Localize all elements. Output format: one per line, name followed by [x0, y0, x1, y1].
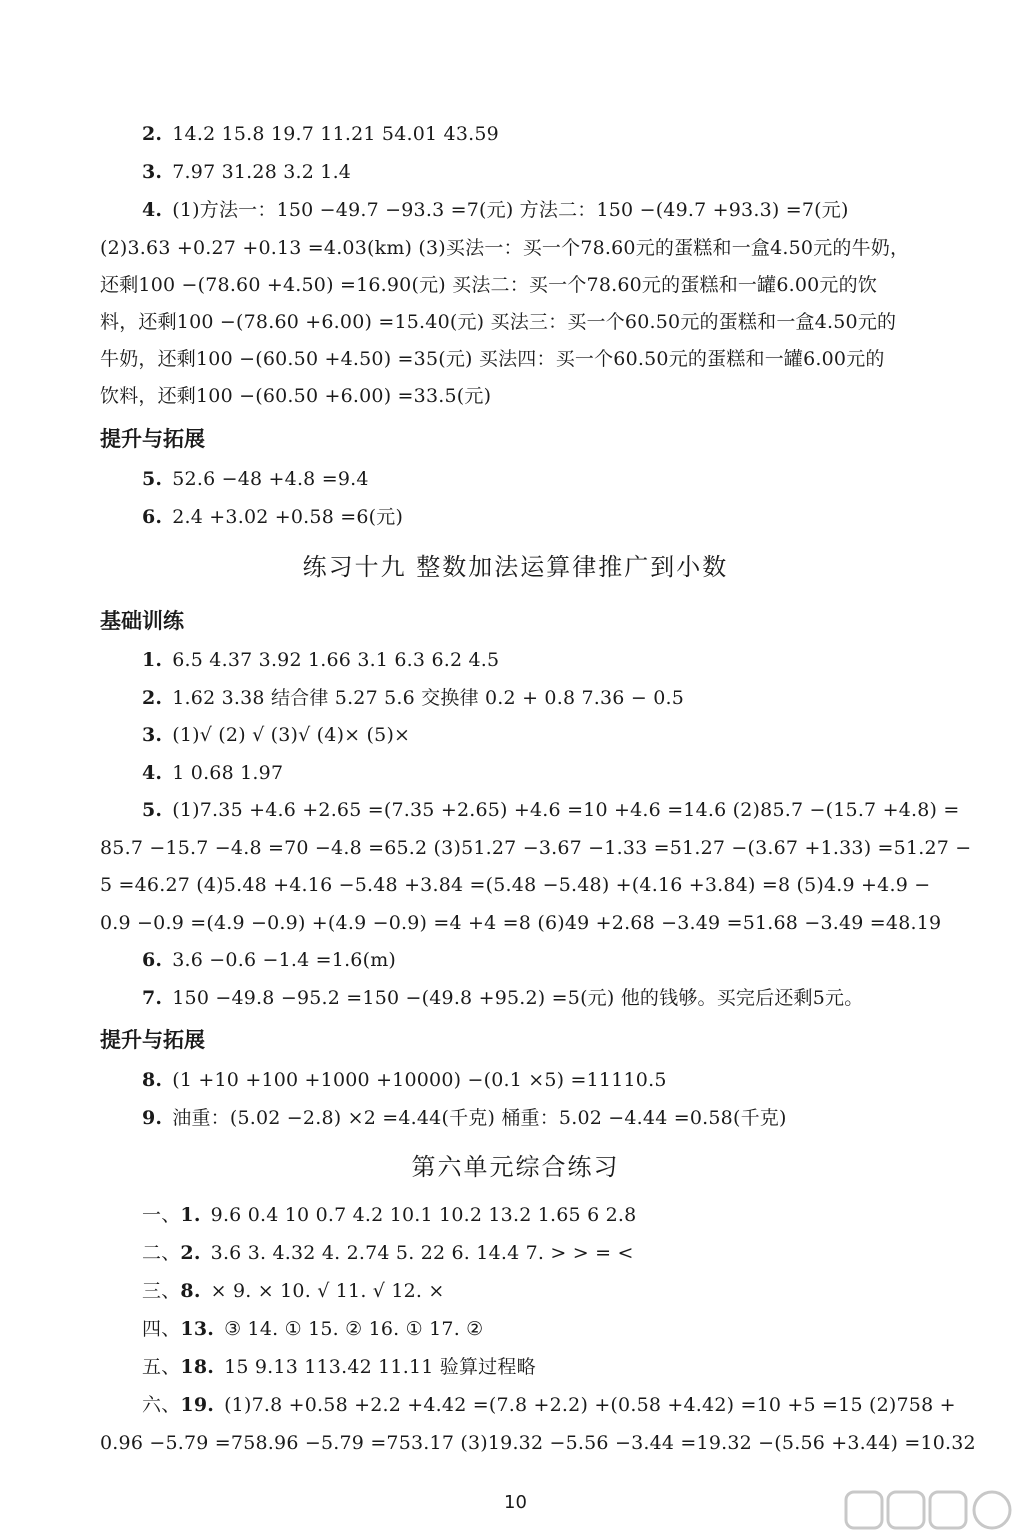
answer-line: 5. (1)7.35 +4.6 +2.65 =(7.35 +2.65) +4.6 =10 +4.6 =14.6 (2)85.7 −(15.7 +4.8) = — [142, 799, 960, 821]
answer-line: 一、1. 9.6 0.4 10 0.7 4.2 10.1 10.2 13.2 1.65 6 2.8 — [142, 1204, 637, 1226]
page-number: 10 — [504, 1492, 527, 1513]
answer-line: 5. 52.6 −48 +4.8 =9.4 — [142, 468, 369, 490]
answer-line: 6. 3.6 −0.6 −1.4 =1.6(m) — [142, 949, 397, 971]
answer-line: 四、13. ③ 14. ① 15. ② 16. ① 17. ② — [142, 1318, 484, 1340]
answer-text: 85.7 −15.7 −4.8 =70 −4.8 =65.2 (3)51.27 −3.67 −1.33 =51.27 −(3.67 +1.33) =51.27 − — [100, 837, 972, 859]
section-heading: 基础训练 — [100, 609, 184, 633]
answer-text: 料，还剩100 −(78.60 +6.00) =15.40(元) 买法三：买一个60.50元的蛋糕和一盒4.50元的 — [100, 311, 897, 333]
answer-line: 6. 2.4 +3.02 +0.58 =6(元) — [142, 506, 404, 528]
answer-line: 五、18. 15 9.13 113.42 11.11 验算过程略 — [142, 1356, 536, 1378]
answer-line: 3. (1)√ (2) √ (3)√ (4)× (5)× — [142, 724, 411, 746]
section-heading: 提升与拓展 — [100, 427, 205, 451]
answer-line: 2. 14.2 15.8 19.7 11.21 54.01 43.59 — [142, 123, 499, 145]
exercise-title: 练习十九 整数加法运算律推广到小数 — [302, 553, 729, 581]
answer-line: 3. 7.97 31.28 3.2 1.4 — [142, 161, 352, 183]
answer-text: 还剩100 −(78.60 +4.50) =16.90(元) 买法二：买一个78.60元的蛋糕和一罐6.00元的饮 — [100, 274, 878, 296]
answer-line: 4. 1 0.68 1.97 — [142, 762, 284, 784]
answer-text: 0.9 −0.9 =(4.9 −0.9) +(4.9 −0.9) =4 +4 =8 (6)49 +2.68 −3.49 =51.68 −3.49 =48.19 — [100, 912, 942, 934]
answer-line: 8. (1 +10 +100 +1000 +10000) −(0.1 ×5) =11110.5 — [142, 1069, 667, 1091]
answer-text: 0.96 −5.79 =758.96 −5.79 =753.17 (3)19.32 −5.56 −3.44 =19.32 −(5.56 +3.44) =10.32 — [100, 1432, 976, 1454]
answer-line: 三、8. × 9. × 10. √ 11. √ 12. × — [142, 1280, 445, 1302]
answer-text: (2)3.63 +0.27 +0.13 =4.03(km) (3)买法一：买一个78.60元的蛋糕和一盒4.50元的牛奶， — [100, 237, 910, 259]
unit-title: 第六单元综合练习 — [411, 1153, 620, 1181]
answer-text: 牛奶，还剩100 −(60.50 +4.50) =35(元) 买法四：买一个60.50元的蛋糕和一罐6.00元的 — [100, 348, 885, 370]
answer-text: 饮料，还剩100 −(60.50 +6.00) =33.5(元) — [100, 385, 492, 407]
section-heading: 提升与拓展 — [100, 1028, 205, 1052]
answer-line: 二、2. 3.6 3. 4.32 4. 2.74 5. 22 6. 14.4 7. > > = < — [142, 1242, 634, 1264]
watermark-logo-icon — [842, 1488, 1022, 1532]
answer-text: 5 =46.27 (4)5.48 +4.16 −5.48 +3.84 =(5.48 −5.48) +(4.16 +3.84) =8 (5)4.9 +4.9 − — [100, 874, 931, 896]
answer-line: 4. (1)方法一：150 −49.7 −93.3 =7(元) 方法二：150 −(49.7 +93.3) =7(元) — [142, 199, 849, 221]
answer-line: 1. 6.5 4.37 3.92 1.66 3.1 6.3 6.2 4.5 — [142, 649, 500, 671]
answer-line: 2. 1.62 3.38 结合律 5.27 5.6 交换律 0.2 + 0.8 7.36 − 0.5 — [142, 687, 685, 709]
answer-line: 9. 油重：(5.02 −2.8) ×2 =4.44(千克) 桶重：5.02 −4.44 =0.58(千克) — [142, 1107, 787, 1129]
answer-line: 7. 150 −49.8 −95.2 =150 −(49.8 +95.2) =5(元) 他的钱够。买完后还剩5元。 — [142, 987, 864, 1009]
answer-line: 六、19. (1)7.8 +0.58 +2.2 +4.42 =(7.8 +2.2) +(0.58 +4.42) =10 +5 =15 (2)758 + — [142, 1394, 956, 1416]
